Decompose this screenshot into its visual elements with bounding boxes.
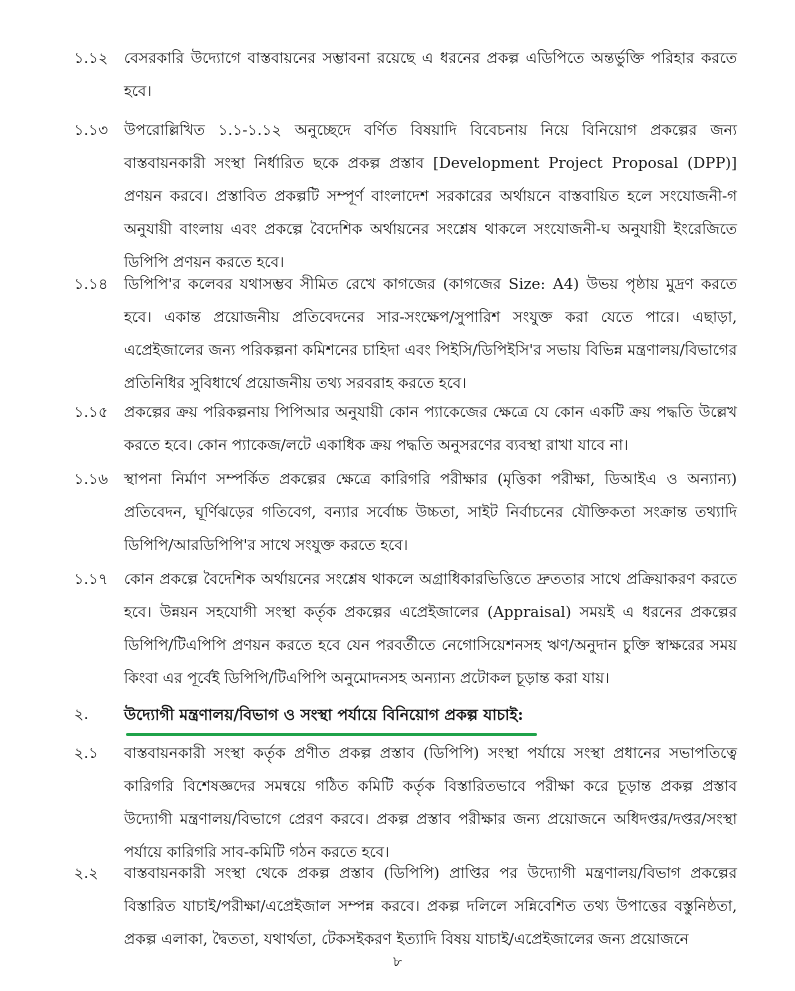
paragraph-text: বাস্তবায়নকারী সংস্থা থেকে প্রকল্প প্রস্তাব (ডিপিপি) প্রাপ্তির পর উদ্যোগী মন্ত্রণালয়/বিভাগ প্রকল্পের বিস্তারিত যাচাই/পরীক্ষা/এপ্রেইজাল সম্পন্ন করবে। প্রকল্প দলিলে সন্নিবেশিত তথ্য উপাত্তের বস্তুনিষ্ঠতা, প্রকল্প এলাকা, দ্বৈততা, যথার্থতা, টেকসইকরণ ইত্যাদি বিষয় যাচাই/এপ্রেইজালের জন্য প্রয়োজনে [124,864,737,948]
paragraph-text: বাস্তবায়নকারী সংস্থা কর্তৃক প্রণীত প্রকল্প প্রস্তাব (ডিপিপি) সংস্থা পর্যায়ে সংস্থা প্রধানের সভাপতিত্বে কারিগরি বিশেষজ্ঞদের সমন্বয়ে গঠিত কমিটি কর্তৃক বিস্তারিতভাবে পরীক্ষা করে চূড়ান্ত প্রকল্প প্রস্তাব উদ্যোগী মন্ত্রণালয়/বিভাগে প্রেরণ করবে। প্রকল্প প্রস্তাব পরীক্ষার জন্য প্রয়োজনে অধিদপ্তর/দপ্তর/সংস্থা পর্যায়ে কারিগরি সাব-কমিটি গঠন করতে হবে। [124,744,737,861]
paragraph-number: ১.১২ [74,49,108,67]
section-number: ২. [74,705,89,723]
paragraph-text: ডিপিপি'র কলেবর যথাসম্ভব সীমিত রেখে কাগজের (কাগজের Size: A4) উভয় পৃষ্ঠায় মুদ্রণ করতে হবে। একান্ত প্রয়োজনীয় প্রতিবেদনের সার-সংক্ষেপ/সুপারিশ সংযুক্ত করা যেতে পারে। এছাড়া, এপ্রেইজালের জন্য পরিকল্পনা কমিশনের চাহিদা এবং পিইসি/ডিপিইসি'র সভায় বিভিন্ন মন্ত্রণালয়/বিভাগের প্রতিনিধির সুবিধার্থে প্রয়োজনীয় তথ্য সরবরাহ করতে হবে। [124,275,737,392]
paragraph-text: প্রকল্পের ক্রয় পরিকল্পনায় পিপিআর অনুযায়ী কোন প্যাকেজের ক্ষেত্রে যে কোন একটি ক্রয় পদ্ধতি উল্লেখ করতে হবে। কোন প্যাকেজ/লটে একাধিক ক্রয় পদ্ধতি অনুসরণের ব্যবস্থা রাখা যাবে না। [124,403,737,454]
paragraph-text: বেসরকারি উদ্যোগে বাস্তবায়নের সম্ভাবনা রয়েছে এ ধরনের প্রকল্প এডিপিতে অন্তর্ভুক্তি পরিহার করতে হবে। [124,49,737,100]
paragraph-number: ১.১৬ [74,470,108,488]
paragraph-text: স্থাপনা নির্মাণ সম্পর্কিত প্রকল্পের ক্ষেত্রে কারিগরি পরীক্ষার (মৃত্তিকা পরীক্ষা, ডিআইএ ও অন্যান্য) প্রতিবেদন, ঘূর্ণিঝড়ের গতিবেগ, বন্যার সর্বোচ্চ উচ্চতা, সাইট নির্বাচনের যৌক্তিকতা সংক্রান্ত তথ্যাদি ডিপিপি/আরডিপিপি'র সাথে সংযুক্ত করতে হবে। [124,470,737,554]
paragraph-number: ১.১৩ [74,121,108,139]
paragraph-number: ১.১৪ [74,275,108,293]
paragraph-number: ২.১ [74,744,99,762]
paragraph-number: ১.১৫ [74,403,108,421]
paragraph-text: কোন প্রকল্পে বৈদেশিক অর্থায়নের সংশ্লেষ থাকলে অগ্রাধিকারভিত্তিতে দ্রুততার সাথে প্রক্রিয়াকরণ করতে হবে। উন্নয়ন সহযোগী সংস্থা কর্তৃক প্রকল্পের এপ্রেইজালের (Appraisal) সময়ই এ ধরনের প্রকল্পের ডিপিপি/টিএপিপি প্রণয়ন করতে হবে যেন পরবর্তীতে নেগোসিয়েশনসহ ঋণ/অনুদান চুক্তি স্বাক্ষরের সময় কিংবা এর পূর্বেই ডিপিপি/টিএপিপি অনুমোদনসহ অন্যান্য প্রটোকল চূড়ান্ত করা যায়। [124,570,737,687]
heading-underline [126,733,537,736]
paragraph-text: উপরোল্লিখিত ১.১-১.১২ অনুচ্ছেদে বর্ণিত বিষয়াদি বিবেচনায় নিয়ে বিনিয়োগ প্রকল্পের জন্য বাস্তবায়নকারী সংস্থা নির্ধারিত ছকে প্রকল্প প্রস্তাব [Development Project Proposal (DPP)] প্রণয়ন করবে। প্রস্তাবিত প্রকল্পটি সম্পূর্ণ বাংলাদেশ সরকারের অর্থায়নে বাস্তবায়িত হলে সংযোজনী-গ অনুযায়ী বাংলায় এবং প্রকল্পে বৈদেশিক অর্থায়নের সংশ্লেষ থাকলে সংযোজনী-ঘ অনুযায়ী ইংরেজিতে ডিপিপি প্রণয়ন করতে হবে। [124,121,737,271]
section-heading: উদ্যোগী মন্ত্রণালয়/বিভাগ ও সংস্থা পর্যায়ে বিনিয়োগ প্রকল্প যাচাই: [124,705,524,724]
paragraph-number: ১.১৭ [74,570,108,588]
page-number: ৮ [392,954,403,970]
paragraph-number: ২.২ [74,864,99,882]
